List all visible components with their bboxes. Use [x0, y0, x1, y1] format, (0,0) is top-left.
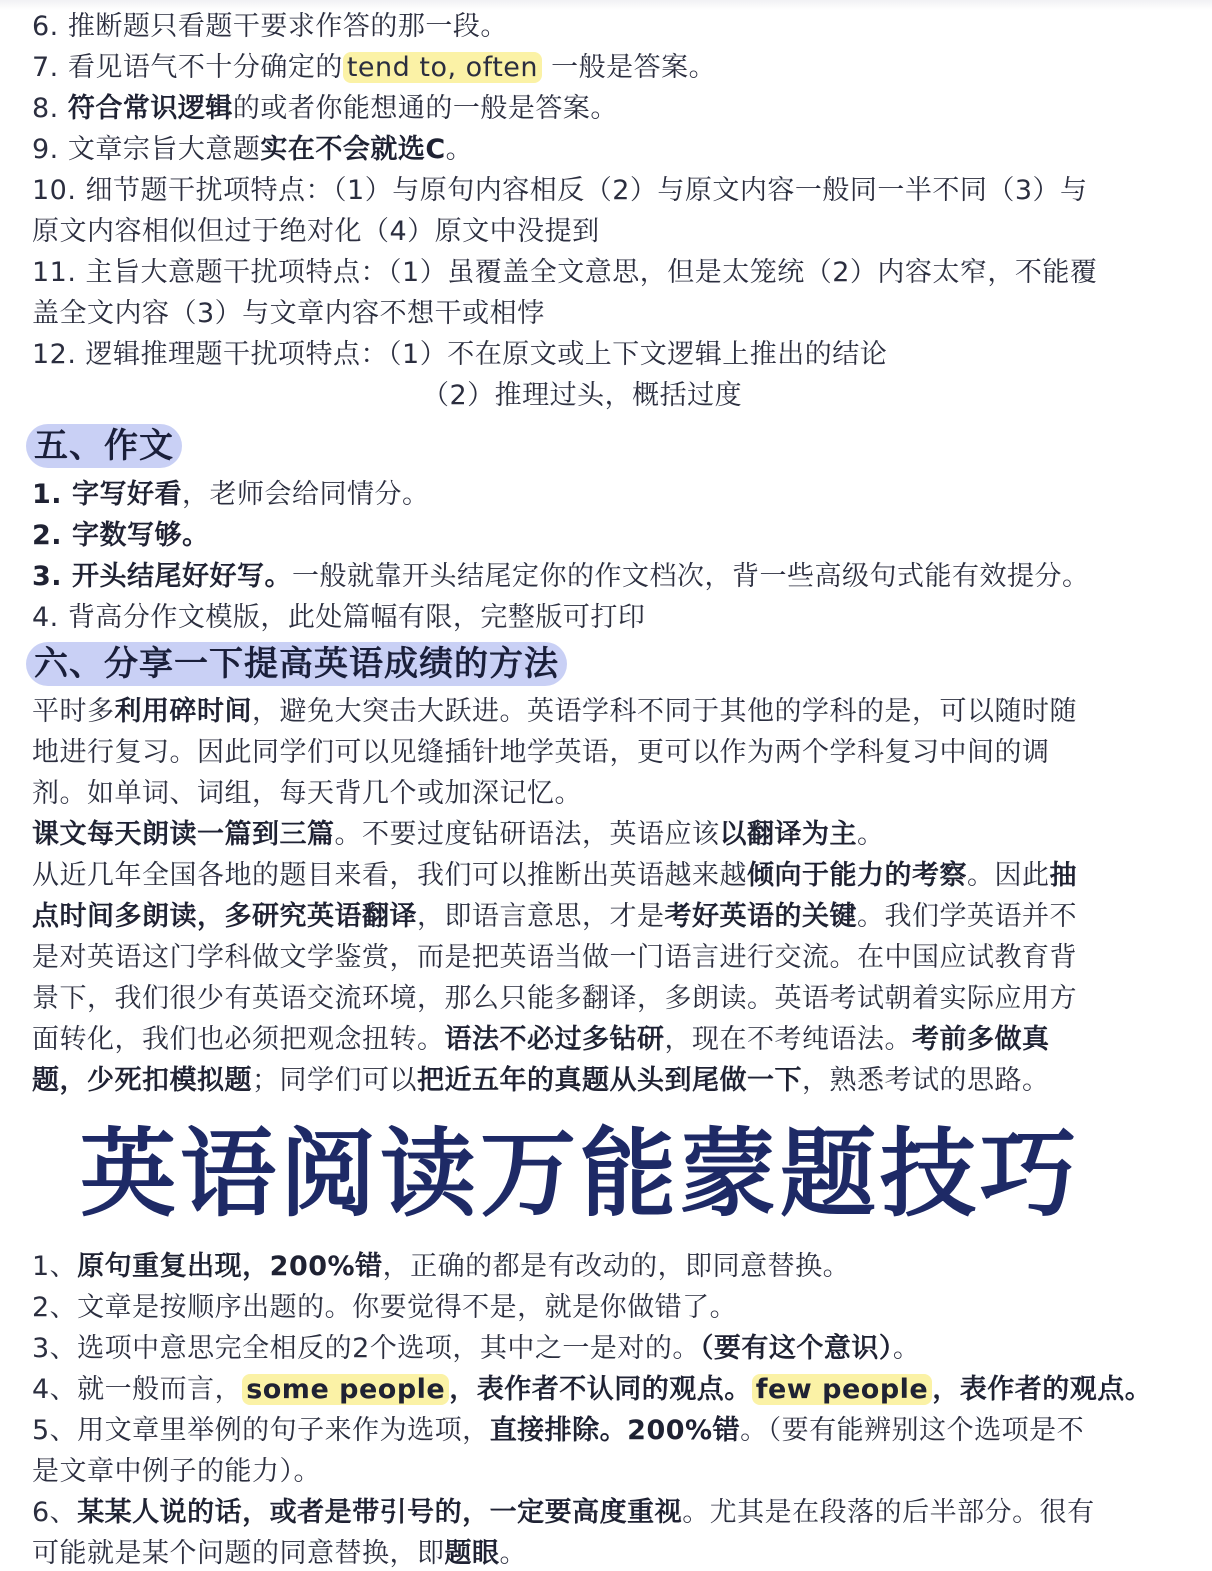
trick-1-number: 1、 [32, 1251, 78, 1282]
method-p3-line-2 [32, 896, 1182, 937]
tip-7-highlight: tend to, often [343, 52, 542, 83]
trick-3 [32, 1328, 1182, 1369]
section-6-body [32, 691, 1182, 1101]
p3-l5-a: 面转化，我们也必须把观念扭转。 [32, 1024, 445, 1055]
trick-4-highlight-2: few people [752, 1374, 932, 1405]
p1-text-c: ，避免大突击大跃进。英语学科不同于其他的学科的是，可以随时随 [252, 696, 1077, 727]
trick-5-tail: 。（要有能辨别这个选项是不 [740, 1415, 1085, 1446]
method-p1-line-3: 剂。如单词、词组，每天背几个或加深记忆。 [32, 778, 582, 809]
p3-l1-c: 。因此 [967, 860, 1050, 891]
tip-12-line-1: 12. 逻辑推理题干扰项特点：（1）不在原文或上下文逻辑上推出的结论 [32, 339, 888, 370]
tip-9 [32, 129, 1182, 170]
p3-l6-b: ；同学们可以 [252, 1065, 417, 1096]
trick-5-line-2: 是文章中例子的能力）。 [32, 1456, 321, 1487]
p3-l2-d: 。我们学英语并不 [857, 901, 1077, 932]
p3-l5-d: 考前多做真 [912, 1024, 1050, 1055]
trick-5-bold: 直接排除。200%错 [489, 1415, 741, 1446]
tip-11-line-2: 盖全文内容（3）与文章内容不想干或相悖 [32, 298, 545, 329]
trick-6-line-2 [32, 1533, 1182, 1571]
tricks-list [32, 1246, 1182, 1571]
essay-tip-3 [32, 556, 1182, 597]
tip-7-tail: 一般是答案。 [542, 52, 717, 83]
trick-5-line-1 [32, 1410, 1182, 1451]
essay-tip-3-bold: 3. 开头结尾好好写。 [32, 561, 292, 592]
tip-7-text: 7. 看见语气不十分确定的 [32, 52, 343, 83]
tip-11-line-1: 11. 主旨大意题干扰项特点：（1）虽覆盖全文意思，但是太笼统（2）内容太窄，不能覆 [32, 257, 1098, 288]
trick-3-tail: 。 [892, 1333, 921, 1364]
trick-6-text: 。尤其是在段落的后半部分。很有 [682, 1497, 1095, 1528]
trick-4 [32, 1369, 1182, 1410]
p3-l6-c: 把近五年的真题从头到尾做一下 [417, 1065, 802, 1096]
tip-7 [32, 47, 1182, 88]
method-p1-line-2: 地进行复习。因此同学们可以见缝插针地学英语，更可以作为两个学科复习中间的调 [32, 737, 1050, 768]
p3-l1-d: 抽 [1049, 860, 1077, 891]
trick-6-line-1 [32, 1492, 1182, 1533]
trick-3-text: 3、选项中意思完全相反的2个选项，其中之一是对的。 [32, 1333, 700, 1364]
essay-tip-3-text: 一般就靠开头结尾定你的作文档次，背一些高级句式能有效提分。 [291, 561, 1090, 592]
tip-10-line-2: 原文内容相似但过于绝对化（4）原文中没提到 [32, 216, 600, 247]
tip-9-bold: 实在不会就选C [260, 134, 446, 165]
trick-4-bold-2: ，表作者的观点。 [932, 1374, 1153, 1405]
trick-1-text: ，正确的都是有改动的，即同意替换。 [382, 1251, 851, 1282]
trick-4-text: 4、就一般而言， [32, 1374, 243, 1405]
essay-tip-1-bold: 1. 字写好看 [32, 479, 182, 510]
method-p1-line-1 [32, 691, 1182, 732]
p1-text-a: 平时多 [32, 696, 115, 727]
essay-tip-2-bold: 2. 字数写够。 [32, 520, 210, 551]
trick-4-bold-1: ，表作者不认同的观点。 [449, 1374, 752, 1405]
p3-l1-a: 从近几年全国各地的题目来看，我们可以推断出英语越来越 [32, 860, 747, 891]
trick-1-bold: 原句重复出现，200%错 [77, 1251, 383, 1282]
essay-tip-2 [32, 515, 1182, 556]
tip-8-tail: 的或者你能想通的一般是答案。 [232, 93, 618, 124]
p1-bold: 利用碎时间 [114, 696, 252, 727]
tip-8 [32, 88, 1182, 129]
section-6-heading: 六、分享一下提高英语成绩的方法 [26, 642, 567, 686]
tip-8-bold: 符合常识逻辑 [67, 93, 233, 124]
big-title: 英语阅读万能蒙题技巧 [80, 1118, 1080, 1230]
p3-l5-c: ，现在不考纯语法。 [664, 1024, 912, 1055]
method-p3-line-4: 景下，我们很少有英语交流环境，那么只能多翻译，多朗读。英语考试朝着实际应用方 [32, 983, 1077, 1014]
method-p3-line-5 [32, 1019, 1182, 1060]
p3-l5-b: 语法不必过多钻研 [444, 1024, 665, 1055]
method-p3-line-1 [32, 855, 1182, 896]
tip-6: 6. 推断题只看题干要求作答的那一段。 [32, 11, 508, 42]
method-p2 [32, 814, 1182, 855]
section-5-list [32, 474, 1182, 638]
trick-6-bold: 某某人说的话，或者是带引号的，一定要高度重视 [77, 1497, 683, 1528]
trick-6-number: 6、 [32, 1497, 78, 1528]
tip-12-line-2: （2）推理过头，概括过度 [422, 380, 743, 411]
tip-10-line-1: 10. 细节题干扰项特点：（1）与原句内容相反（2）与原文内容一般同一半不同（3）与 [32, 175, 1088, 206]
p2-text-b: 。不要过度钻研语法，英语应该 [334, 819, 720, 850]
tip-9-text: 9. 文章宗旨大意题 [32, 134, 261, 165]
p2-bold-c: 以翻译为主 [719, 819, 857, 850]
trick-6-tail: 。 [499, 1538, 527, 1569]
trick-1 [32, 1246, 1182, 1287]
trick-5-text: 5、用文章里举例的句子来作为选项， [32, 1415, 490, 1446]
essay-tip-1-text: ，老师会给同情分。 [181, 479, 430, 510]
reading-tips-list [32, 6, 1182, 416]
trick-6-text-2: 可能就是某个问题的同意替换，即 [32, 1538, 445, 1569]
trick-2: 2、文章是按顺序出题的。你要觉得不是，就是你做错了。 [32, 1292, 738, 1323]
p3-l1-b: 倾向于能力的考察 [747, 860, 967, 891]
p3-l2-b: ，即语言意思，才是 [417, 901, 665, 932]
tip-9-tail: 。 [445, 134, 474, 165]
p3-l6-d: ，熟悉考试的思路。 [802, 1065, 1050, 1096]
trick-6-bold-2: 题眼 [444, 1538, 500, 1569]
p2-bold-a: 课文每天朗读一篇到三篇 [32, 819, 335, 850]
p3-l2-a: 点时间多朗读，多研究英语翻译 [32, 901, 417, 932]
essay-tip-1 [32, 474, 1182, 515]
essay-tip-4: 4. 背高分作文模版，此处篇幅有限，完整版可打印 [32, 602, 646, 633]
p3-l2-c: 考好英语的关键 [664, 901, 857, 932]
trick-4-highlight-1: some people [242, 1374, 449, 1405]
method-p3-line-3: 是对英语这门学科做文学鉴赏，而是把英语当做一门语言进行交流。在中国应试教育背 [32, 942, 1077, 973]
trick-3-bold: （要有这个意识） [699, 1333, 893, 1364]
method-p3-line-6 [32, 1060, 1182, 1101]
p2-text-d: 。 [857, 819, 885, 850]
section-5-heading: 五、作文 [26, 424, 182, 468]
tip-8-number: 8. [32, 93, 68, 124]
p3-l6-a: 题，少死扣模拟题 [32, 1065, 252, 1096]
